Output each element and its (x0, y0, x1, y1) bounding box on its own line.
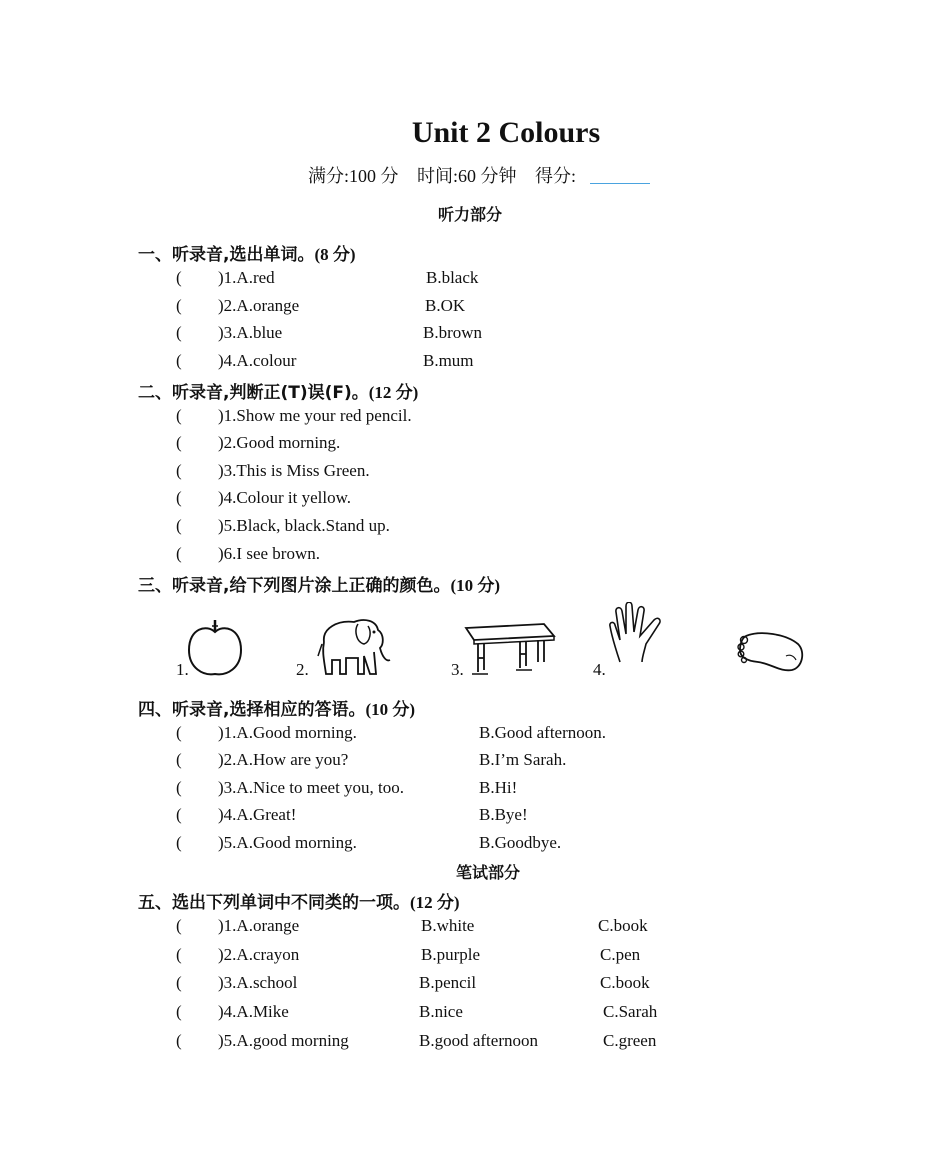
answer-blank[interactable]: ( (176, 516, 182, 535)
s1-q3 (176, 323, 282, 343)
s2-q2 (176, 433, 340, 453)
answer-blank[interactable]: ( (176, 544, 182, 563)
option-a: )4.A.colour (218, 351, 297, 370)
option-a: )3.A.Nice to meet you, too. (218, 778, 405, 797)
s5-q5-b: B.good afternoon (419, 1031, 538, 1050)
answer-blank[interactable]: ( (176, 268, 182, 287)
score-label: 得分: (535, 166, 577, 186)
s1-q2 (176, 296, 299, 316)
option-a: )5.A.Good morning. (218, 833, 357, 852)
section-1-points: (8 分) (314, 245, 356, 264)
s5-q2-b: B.purple (421, 945, 481, 964)
s5-q5-c: C.green (603, 1031, 657, 1050)
s5-q4-b: B.nice (419, 1002, 463, 1021)
s4-q5 (176, 833, 357, 853)
s5-q2-c: C.pen (600, 945, 641, 964)
statement: )6.I see brown. (218, 544, 320, 563)
section-5-points: (12 分) (410, 893, 460, 912)
option-a: )1.A.Good morning. (218, 723, 357, 742)
writing-part-heading: 笔试部分 (456, 863, 521, 882)
answer-blank[interactable]: ( (176, 461, 182, 480)
section-4-heading (138, 695, 415, 720)
s1-q1-b: B.black (426, 268, 479, 287)
score-blank[interactable] (590, 165, 650, 184)
answer-blank[interactable]: ( (176, 433, 182, 452)
option-a: )4.A.Great! (218, 805, 297, 824)
page-title: Unit 2 Colours (411, 116, 601, 149)
answer-blank[interactable]: ( (176, 351, 182, 370)
section-3-heading (138, 571, 500, 596)
section-3-title: 三、听录音,给下列图片涂上正确的颜色。 (138, 576, 451, 596)
s5-q3-c: C.book (600, 973, 650, 992)
s1-q2-b: B.OK (425, 296, 466, 315)
answer-blank[interactable]: ( (176, 778, 182, 797)
s4-q2 (176, 750, 348, 770)
s1-q3-b: B.brown (423, 323, 483, 342)
s4-q1-b: B.Good afternoon. (479, 723, 607, 742)
elephant-icon[interactable] (314, 612, 392, 678)
time-limit: 时间:60 分钟 (417, 166, 517, 186)
statement: )4.Colour it yellow. (218, 488, 351, 507)
s5-q1 (176, 916, 299, 936)
answer-blank[interactable]: ( (176, 750, 182, 769)
s1-q1 (176, 268, 275, 288)
full-marks: 满分:100 分 (308, 166, 399, 186)
exam-meta (308, 162, 664, 188)
foot-icon[interactable] (736, 628, 806, 676)
s5-q3 (176, 973, 297, 993)
option-a: )2.A.How are you? (218, 750, 349, 769)
s5-q2 (176, 945, 299, 965)
s5-q3-b: B.pencil (419, 973, 477, 992)
s4-q4-b: B.Bye! (479, 805, 528, 824)
s2-q5 (176, 516, 390, 536)
s4-q2-b: B.I’m Sarah. (479, 750, 567, 769)
s5-q1-c: C.book (598, 916, 648, 935)
statement: )2.Good morning. (218, 433, 341, 452)
option-a: )2.A.crayon (218, 945, 300, 964)
section-2-heading (138, 378, 418, 403)
section-1-title: 一、听录音,选出单词。 (138, 245, 315, 265)
option-a: )5.A.good morning (218, 1031, 349, 1050)
section-4-title: 四、听录音,选择相应的答语。 (138, 700, 366, 720)
option-a: )1.A.orange (218, 916, 300, 935)
table-icon[interactable] (462, 622, 558, 678)
s2-q4 (176, 488, 351, 508)
option-a: )3.A.school (218, 973, 298, 992)
section-2-points: (12 分) (368, 383, 419, 402)
answer-blank[interactable]: ( (176, 805, 182, 824)
section-1-heading (138, 240, 356, 265)
s2-q3 (176, 461, 370, 481)
picture-4-label: 4. (593, 660, 606, 679)
statement: )1.Show me your red pencil. (218, 406, 412, 425)
s4-q4 (176, 805, 296, 825)
answer-blank[interactable]: ( (176, 1031, 182, 1050)
answer-blank[interactable]: ( (176, 833, 182, 852)
s5-q5 (176, 1031, 349, 1051)
answer-blank[interactable]: ( (176, 945, 182, 964)
option-a: )1.A.red (218, 268, 275, 287)
picture-2-label: 2. (296, 660, 309, 679)
apple-icon[interactable] (185, 618, 245, 680)
s5-q4-c: C.Sarah (603, 1002, 658, 1021)
section-5-heading (138, 888, 460, 913)
statement: )3.This is Miss Green. (218, 461, 370, 480)
answer-blank[interactable]: ( (176, 1002, 182, 1021)
s5-q1-b: B.white (421, 916, 475, 935)
section-5-title: 五、选出下列单词中不同类的一项。 (138, 893, 410, 913)
option-a: )4.A.Mike (218, 1002, 289, 1021)
answer-blank[interactable]: ( (176, 973, 182, 992)
s2-q1 (176, 406, 412, 426)
listening-part-heading: 听力部分 (438, 205, 503, 224)
s1-q4-b: B.mum (423, 351, 474, 370)
answer-blank[interactable]: ( (176, 916, 182, 935)
hand-icon[interactable] (606, 602, 670, 666)
answer-blank[interactable]: ( (176, 296, 182, 315)
section-4-points: (10 分) (365, 700, 416, 719)
section-3-points: (10 分) (450, 576, 501, 595)
statement: )5.Black, black.Stand up. (218, 516, 390, 535)
s4-q5-b: B.Goodbye. (479, 833, 562, 852)
s2-q6 (176, 544, 320, 564)
s5-q4 (176, 1002, 289, 1022)
picture-3-label: 3. (451, 660, 464, 679)
answer-blank[interactable]: ( (176, 723, 182, 742)
picture-1-label: 1. (176, 660, 189, 679)
s4-q3-b: B.Hi! (479, 778, 518, 797)
answer-blank[interactable]: ( (176, 488, 182, 507)
option-a: )2.A.orange (218, 296, 300, 315)
s1-q4 (176, 351, 296, 371)
option-a: )3.A.blue (218, 323, 283, 342)
s4-q3 (176, 778, 404, 798)
answer-blank[interactable]: ( (176, 323, 182, 342)
section-2-title: 二、听录音,判断正(T)误(F)。 (138, 383, 369, 403)
s4-q1 (176, 723, 357, 743)
answer-blank[interactable]: ( (176, 406, 182, 425)
